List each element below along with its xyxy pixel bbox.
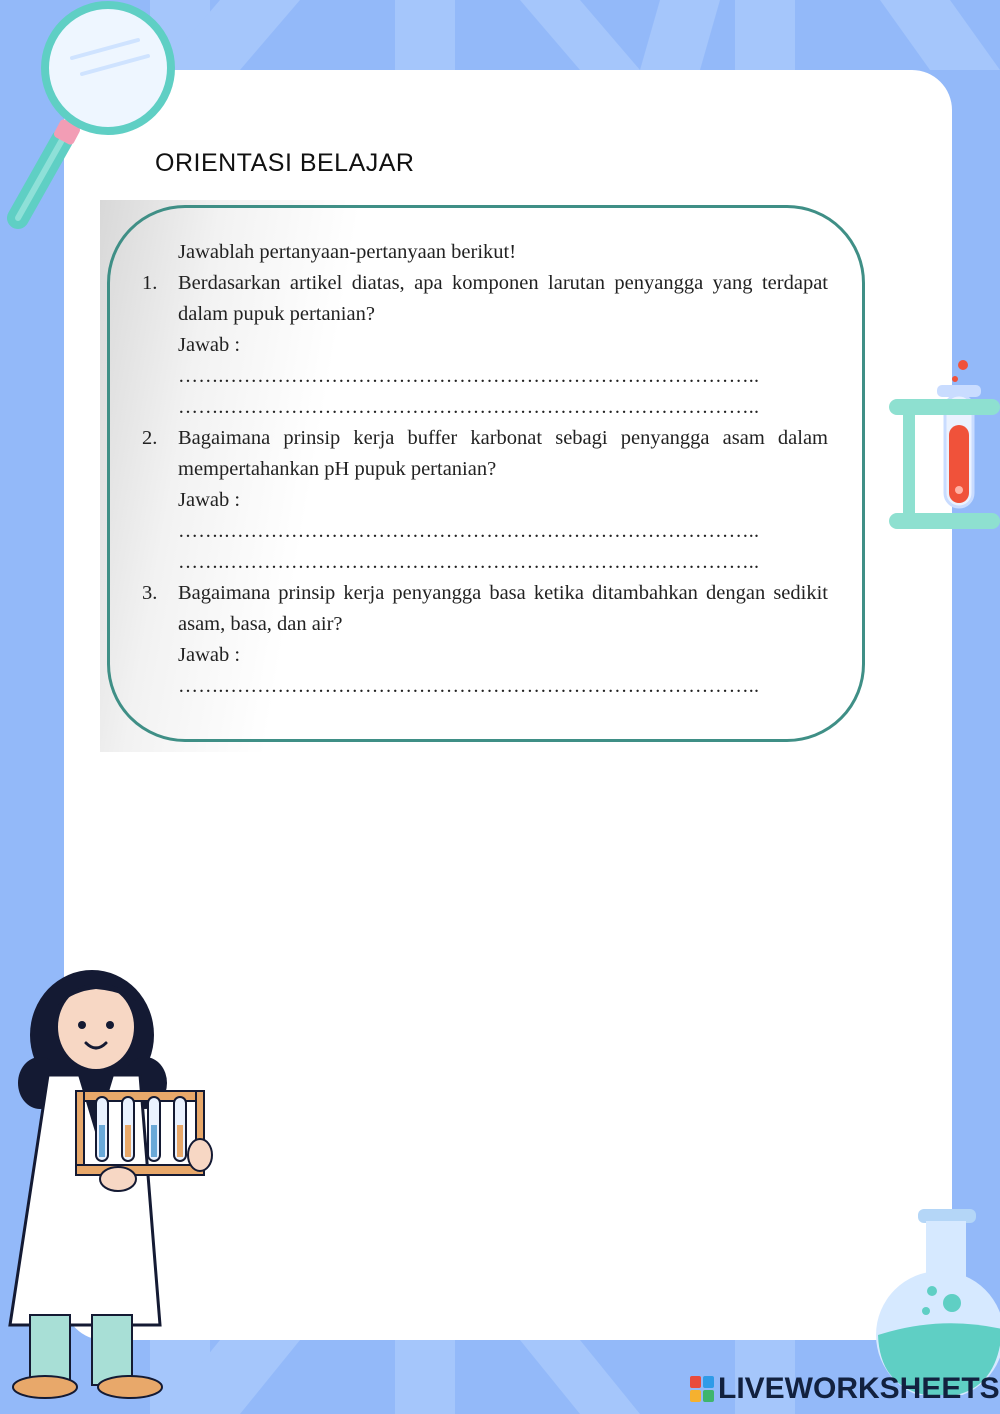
- page-title: ORIENTASI BELAJAR: [155, 149, 415, 177]
- liveworksheets-logo[interactable]: [690, 1372, 1000, 1406]
- answer-line[interactable]: …….……………………………………………………………………..: [178, 365, 760, 387]
- answer-line[interactable]: …….……………………………………………………………………..: [178, 396, 760, 418]
- answer-label: Jawab :: [178, 489, 241, 511]
- answer-line[interactable]: …….……………………………………………………………………..: [178, 551, 760, 573]
- answer-label: Jawab :: [178, 334, 241, 356]
- instruction-text: Jawablah pertanyaan-pertanyaan berikut!: [178, 241, 517, 263]
- answer-line[interactable]: …….……………………………………………………………………..: [178, 520, 760, 542]
- flask-icon: [868, 1205, 1000, 1395]
- answer-line[interactable]: …….……………………………………………………………………..: [178, 675, 760, 697]
- question-number: 2.: [142, 427, 158, 449]
- question-2: [142, 423, 828, 485]
- question-3: [142, 578, 828, 640]
- question-number: 1.: [142, 272, 158, 294]
- question-block: [142, 237, 828, 702]
- question-text: Berdasarkan artikel diatas, apa komponen larutan penyangga yang terdapat dalam pupuk pertanian?: [178, 272, 828, 325]
- question-1: [142, 268, 828, 330]
- logo-icon: [690, 1376, 714, 1402]
- scientist-illustration: [0, 965, 230, 1410]
- answer-label: Jawab :: [178, 644, 241, 666]
- question-text: Bagaimana prinsip kerja penyangga basa ketika ditambahkan dengan sedikit asam, basa, dan air?: [178, 582, 828, 635]
- question-number: 3.: [142, 582, 158, 604]
- test-tube-rack-icon: [885, 355, 1000, 540]
- question-text: Bagaimana prinsip kerja buffer karbonat sebagi penyangga asam dalam mempertahankan pH pupuk pertanian?: [178, 427, 828, 480]
- brand-name: LIVEWORKSHEETS: [718, 1372, 1000, 1405]
